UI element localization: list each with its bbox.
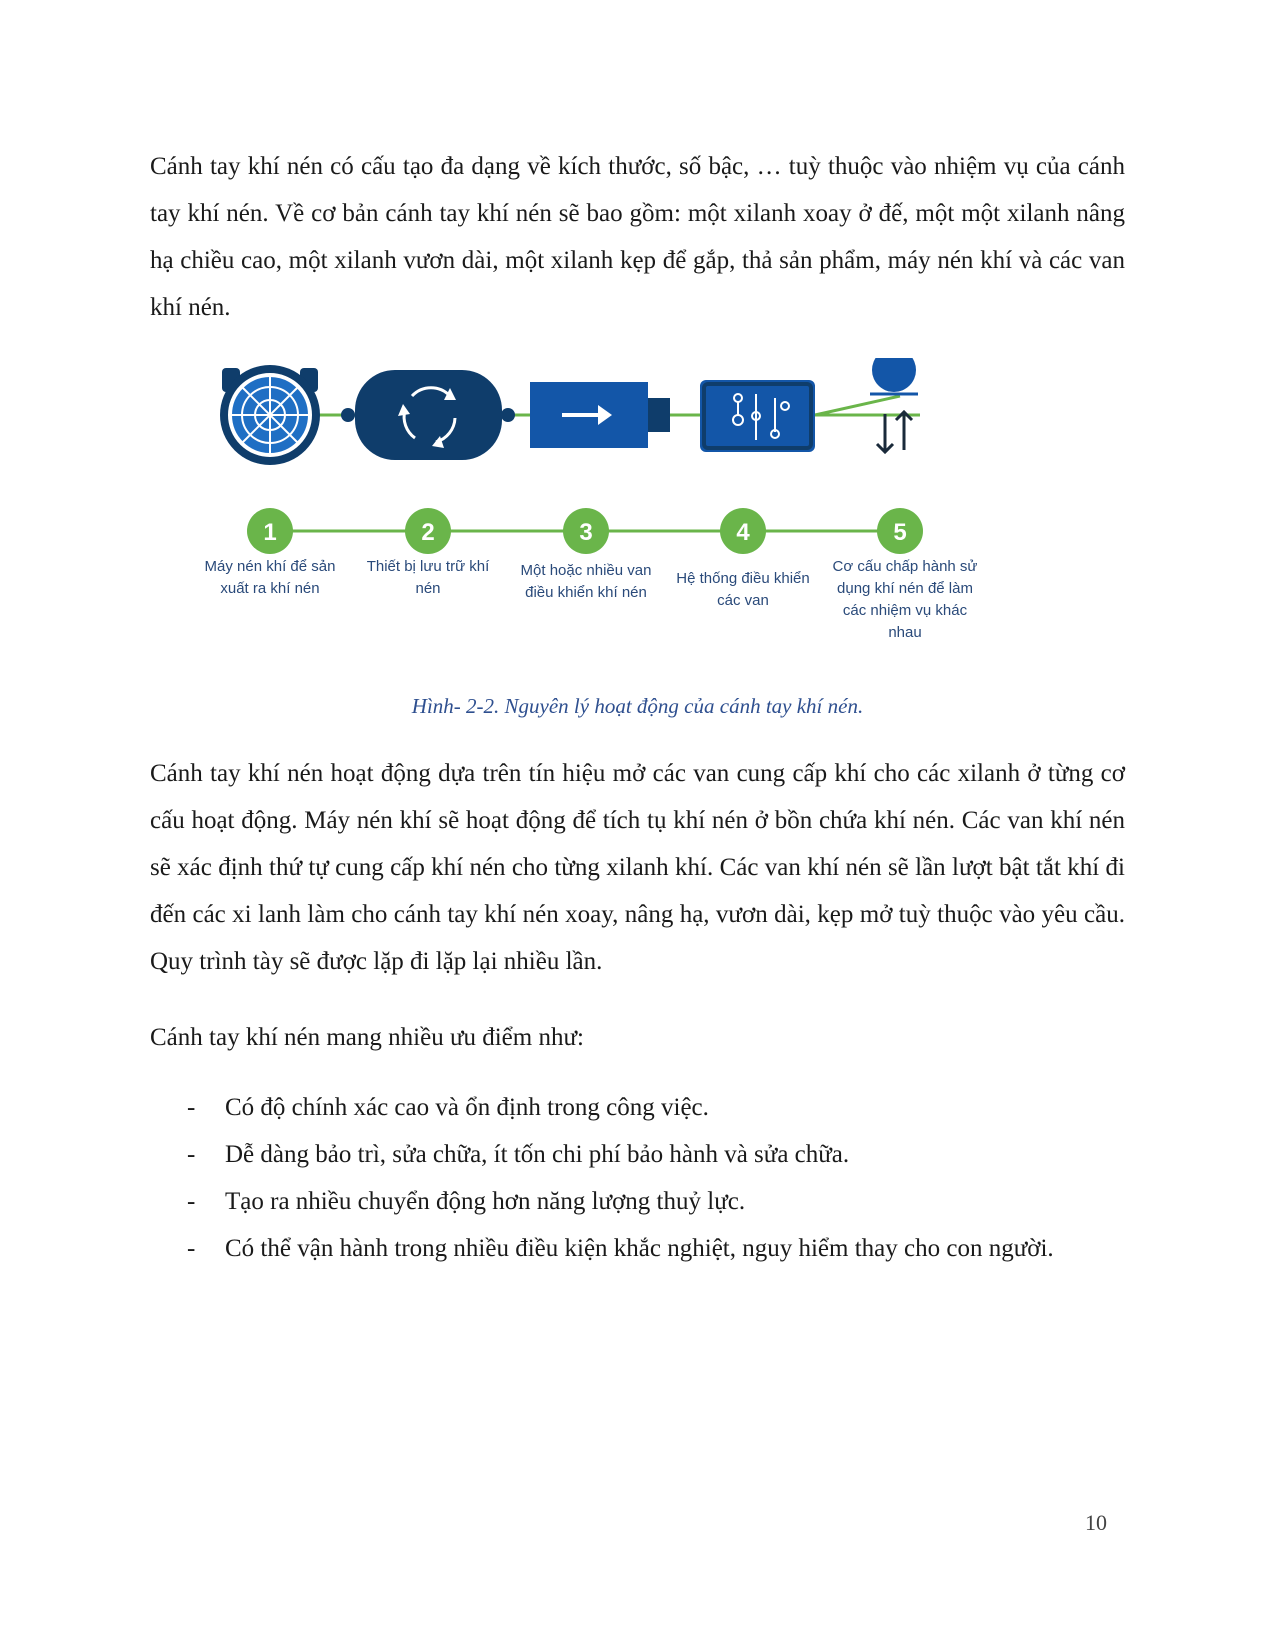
svg-text:4: 4 [736,519,750,546]
list-item [150,1178,1125,1225]
step-marker-4 [720,508,766,554]
pneumatic-arm-principle-diagram [200,358,1040,676]
svg-text:1: 1 [263,519,277,546]
step-marker-1 [247,508,293,554]
bullet-dash: - [187,1094,196,1121]
step-label-1: Máy nén khí để sản xuất ra khí nén [204,558,336,597]
bullet-dash: - [187,1188,196,1215]
step-label-3: Một hoặc nhiều van điều khiển khí nén [520,562,652,601]
valve-arrow-icon [530,382,670,448]
list-item [150,1084,1125,1131]
list-item-text: Dễ dàng bảo trì, sửa chữa, ít tốn chi phí bảo hành và sửa chữa. [225,1141,850,1168]
step-marker-5 [877,508,923,554]
step-marker-3 [563,508,609,554]
advantages-list [150,1084,1125,1272]
figure-caption: Hình- 2-2. Nguyên lý hoạt động của cánh tay khí nén. [411,694,864,718]
page-number: 10 [1085,1510,1107,1535]
actuator-up-down-icon [870,358,918,452]
storage-tank-recycle-icon [341,370,515,460]
step-label-2: Thiết bị lưu trữ khí nén [366,558,490,597]
svg-text:2: 2 [421,519,435,546]
intro-paragraph: Cánh tay khí nén có cấu tạo đa dạng về kích thước, số bậc, … tuỳ thuộc vào nhiệm vụ của cánh tay khí nén. Về cơ bản cánh tay khí nén sẽ bao gồm: một xilanh xoay ở đế, một một xilanh nâng hạ chiều cao, một xilanh vươn dài, một xilanh kẹp để gắp, thả sản phẩm, máy nén khí và các van khí nén. [150,153,1125,321]
list-item [150,1225,1125,1272]
list-item-text: Có thể vận hành trong nhiều điều kiện khắc nghiệt, nguy hiểm thay cho con người. [225,1235,1054,1262]
list-item-text: Tạo ra nhiều chuyển động hơn năng lượng thuỷ lực. [225,1188,746,1215]
svg-text:5: 5 [893,519,907,546]
svg-text:3: 3 [579,519,593,546]
compressor-fan-icon [220,365,320,465]
step-label-5: Cơ cấu chấp hành sử dụng khí nén để làm các nhiệm vụ khác nhau [832,558,978,641]
bullet-dash: - [187,1141,196,1168]
step-label-4: Hệ thống điều khiển các van [676,570,810,609]
advantages-intro: Cánh tay khí nén mang nhiều ưu điểm như: [150,1024,584,1051]
operation-paragraph: Cánh tay khí nén hoạt động dựa trên tín hiệu mở các van cung cấp khí cho các xilanh ở từng cơ cấu hoạt động. Máy nén khí sẽ hoạt động để tích tụ khí nén ở bồn chứa khí nén. Các van khí nén sẽ xác định thứ tự cung cấp khí nén cho từng xilanh khí. Các van khí nén sẽ lần lượt bật tắt khí đi đến các xi lanh làm cho cánh tay khí nén xoay, nâng hạ, vươn dài, kẹp mở tuỳ thuộc vào yêu cầu. Quy trình tày sẽ được lặp đi lặp lại nhiều lần. [150,760,1125,975]
bullet-dash: - [187,1235,196,1262]
control-circuit-icon [700,380,815,452]
list-item-text: Có độ chính xác cao và ổn định trong công việc. [225,1094,709,1121]
list-item [150,1131,1125,1178]
step-marker-2 [405,508,451,554]
